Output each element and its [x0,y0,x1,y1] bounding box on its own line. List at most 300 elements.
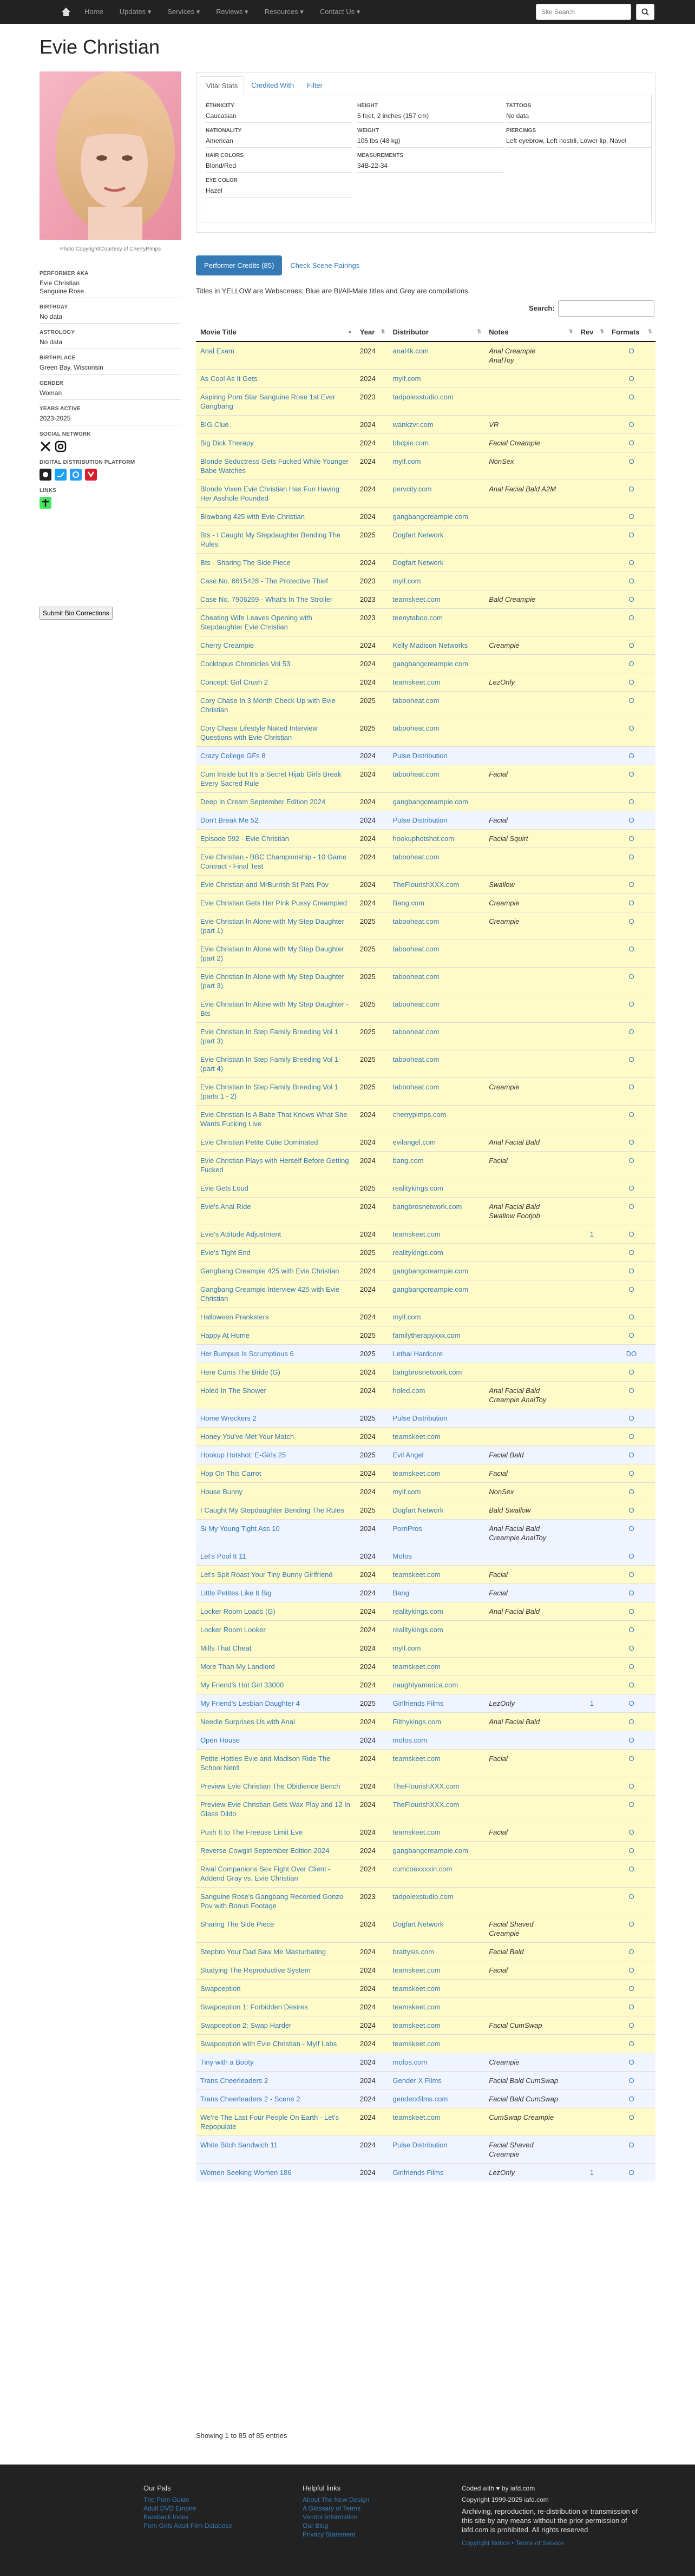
cell-rev[interactable] [576,636,608,655]
nav-item-3[interactable]: Reviews ▾ [216,8,248,16]
cell-distributor[interactable] [388,2164,484,2182]
cell-rev[interactable] [576,2035,608,2053]
cell-distributor[interactable] [388,1676,484,1694]
cell-formats[interactable] [607,590,655,609]
row-link[interactable]: My Friend's Lesbian Daughter 4 [200,1699,300,1707]
row-link[interactable]: Pulse Distribution [392,2141,448,2149]
cell-formats[interactable] [607,1483,655,1501]
cell-formats[interactable] [607,388,655,416]
row-link[interactable]: hookuphotshot.com [392,834,454,843]
row-link[interactable]: Cherry Creampie [200,641,254,649]
footer-link[interactable]: Porn Girls Adult Film Database [143,2522,233,2529]
cell-rev[interactable] [576,1713,608,1731]
cell-rev[interactable] [576,1050,608,1078]
cell-formats[interactable] [607,1750,655,1777]
row-link[interactable]: Pulse Distribution [392,752,448,760]
tab-2[interactable]: Filter [307,81,323,89]
cell-distributor[interactable] [388,1106,484,1133]
cell-formats[interactable] [607,526,655,554]
row-link[interactable]: PornPros [392,1524,422,1533]
cell-rev[interactable] [576,1566,608,1584]
cell-movie-title[interactable] [196,508,356,526]
row-link[interactable]: TheFlourishXXX.com [392,1800,460,1809]
row-link[interactable]: teenytaboo.com [392,614,443,622]
cell-rev[interactable] [576,1621,608,1639]
row-link[interactable]: Evie Christian Is A Babe That Knows What She Wants Fucking Live [200,1110,348,1128]
col-header-1[interactable] [356,323,389,341]
cell-movie-title[interactable] [196,2164,356,2182]
cell-formats[interactable] [607,793,655,811]
row-link[interactable]: Halloween Pranksters [200,1313,269,1321]
row-link[interactable]: tabooheat.com [392,1083,440,1091]
sort-arrows-icon[interactable]: ⇅ [648,328,652,334]
cell-distributor[interactable] [388,388,484,416]
cell-distributor[interactable] [388,452,484,480]
instagram-icon[interactable] [55,441,67,454]
cell-movie-title[interactable] [196,940,356,968]
cell-distributor[interactable] [388,2108,484,2136]
cell-formats[interactable] [607,1943,655,1961]
cell-distributor[interactable] [388,1244,484,1262]
footer-link[interactable]: About The New Design [303,2496,370,2503]
row-link[interactable]: tabooheat.com [392,917,440,925]
cell-formats[interactable] [607,968,655,995]
cell-movie-title[interactable] [196,2016,356,2035]
cell-distributor[interactable] [388,1915,484,1943]
row-link[interactable]: bbcpie.com [392,439,429,447]
row-link[interactable]: tadpolexstudio.com [392,393,454,401]
row-link[interactable]: Her Bumpus Is Scrumptious 6 [200,1350,294,1358]
cell-rev[interactable] [576,1179,608,1198]
cell-formats[interactable] [607,692,655,719]
cell-formats[interactable] [607,1152,655,1179]
cell-movie-title[interactable] [196,1602,356,1621]
cell-movie-title[interactable] [196,1326,356,1345]
row-link[interactable]: Evie's Attitude Adjustment [200,1230,281,1238]
cell-distributor[interactable] [388,2016,484,2035]
cell-rev[interactable] [576,995,608,1023]
sort-arrows-icon[interactable]: ⇅ [477,328,482,334]
cell-rev[interactable] [576,370,608,388]
cell-rev[interactable] [576,1023,608,1050]
row-link[interactable]: gangbangcreampie.com [392,1846,468,1855]
cell-movie-title[interactable] [196,1961,356,1980]
row-link[interactable]: teamskeet.com [392,1570,441,1579]
cell-rev[interactable] [576,2164,608,2182]
row-link[interactable]: teamskeet.com [392,1828,441,1836]
cell-distributor[interactable] [388,1823,484,1842]
row-link[interactable]: Gangbang Creampie Interview 425 with Evie Christian [200,1285,340,1303]
cell-formats[interactable] [607,2164,655,2182]
cell-distributor[interactable] [388,1998,484,2016]
cell-formats[interactable] [607,1225,655,1244]
row-link[interactable]: Evie Christian In Step Family Breeding Vol 1 (parts 1 - 2) [200,1083,339,1100]
cell-formats[interactable] [607,1777,655,1796]
cell-distributor[interactable] [388,2035,484,2053]
cell-distributor[interactable] [388,1888,484,1915]
cell-movie-title[interactable] [196,1658,356,1676]
cell-movie-title[interactable] [196,1198,356,1225]
cell-formats[interactable] [607,1106,655,1133]
fansly-icon[interactable] [70,469,82,482]
cell-formats[interactable] [607,2035,655,2053]
cell-formats[interactable] [607,1363,655,1382]
row-link[interactable]: Women Seeking Women 186 [200,2168,292,2177]
cell-formats[interactable] [607,416,655,434]
cell-rev[interactable] [576,590,608,609]
row-link[interactable]: Blonde Seductress Gets Fucked While Younger Babe Watches [200,457,349,475]
cell-movie-title[interactable] [196,1363,356,1382]
cell-movie-title[interactable] [196,1464,356,1483]
cell-movie-title[interactable] [196,1860,356,1888]
cell-rev[interactable] [576,1225,608,1244]
cell-rev[interactable] [576,609,608,636]
row-link[interactable]: mylf.com [392,1644,421,1652]
row-link[interactable]: Evie Christian - BBC Championship - 10 Game Contract - Final Test [200,853,347,870]
row-link[interactable]: Girlfriends Films [392,2168,444,2177]
onlyfans-icon[interactable] [40,469,51,482]
cell-rev[interactable] [576,1980,608,1998]
row-link[interactable]: Bang.com [392,899,425,907]
cell-distributor[interactable] [388,1050,484,1078]
cell-formats[interactable] [607,1888,655,1915]
cell-formats[interactable] [607,1428,655,1446]
cell-distributor[interactable] [388,1796,484,1823]
row-link[interactable]: Mofos [392,1552,412,1560]
cell-movie-title[interactable] [196,894,356,912]
row-link[interactable]: Reverse Cowgirl September Edition 2024 [200,1846,330,1855]
cell-movie-title[interactable] [196,811,356,830]
legal-links[interactable]: Copyright Notice • Terms of Service [462,2539,564,2547]
cell-rev[interactable] [576,341,608,370]
cell-movie-title[interactable] [196,1888,356,1915]
row-link[interactable]: Bts - I Caught My Stepdaughter Bending The Rules [200,531,341,548]
check-scene-pairings-tab[interactable]: Check Scene Pairings [290,261,360,270]
cell-rev[interactable] [576,1428,608,1446]
cell-rev[interactable] [576,876,608,894]
cell-formats[interactable] [607,876,655,894]
cell-formats[interactable] [607,1823,655,1842]
cell-movie-title[interactable] [196,1280,356,1308]
cell-formats[interactable] [607,609,655,636]
cell-rev[interactable] [576,1547,608,1566]
cell-movie-title[interactable] [196,673,356,692]
cell-movie-title[interactable] [196,554,356,572]
cell-formats[interactable] [607,341,655,370]
row-link[interactable]: Evie Christian Gets Her Pink Pussy Creampied [200,899,347,907]
cell-distributor[interactable] [388,2136,484,2164]
row-link[interactable]: Cory Chase Lifestyle Naked Interview Questions with Evie Christian [200,724,318,741]
cell-distributor[interactable] [388,1860,484,1888]
cell-rev[interactable] [576,1658,608,1676]
cell-distributor[interactable] [388,1133,484,1152]
cell-distributor[interactable] [388,1943,484,1961]
cell-rev[interactable] [576,2108,608,2136]
cell-rev[interactable] [576,1943,608,1961]
footer-link[interactable]: Privacy Statement [303,2531,356,2538]
cell-formats[interactable] [607,1713,655,1731]
cell-distributor[interactable] [388,655,484,673]
row-link[interactable]: Crazy College GFs 8 [200,752,266,760]
nav-item-0[interactable]: Home [84,8,103,16]
row-link[interactable]: bangbrosnetwork.com [392,1368,462,1376]
row-link[interactable]: White Bitch Sandwich 11 [200,2141,278,2149]
cell-distributor[interactable] [388,590,484,609]
tab-0[interactable]: Vital Stats [200,76,244,95]
nav-item-5[interactable]: Contact Us ▾ [319,8,360,16]
row-link[interactable]: Cory Chase In 3 Month Check Up with Evie Christian [200,696,336,714]
row-link[interactable]: teamskeet.com [392,2113,441,2121]
row-link[interactable]: Sanguine Rose's Gangbang Recorded Gonzo Pov with Bonus Footage [200,1892,344,1910]
cell-distributor[interactable] [388,1280,484,1308]
cell-movie-title[interactable] [196,1750,356,1777]
cell-movie-title[interactable] [196,1566,356,1584]
cell-rev[interactable] [576,940,608,968]
cell-movie-title[interactable] [196,2072,356,2090]
cell-rev[interactable] [576,1888,608,1915]
cell-rev[interactable] [576,416,608,434]
cell-distributor[interactable] [388,1694,484,1713]
cell-distributor[interactable] [388,1750,484,1777]
cell-formats[interactable] [607,940,655,968]
cell-distributor[interactable] [388,341,484,370]
cell-formats[interactable] [607,765,655,793]
cell-distributor[interactable] [388,1602,484,1621]
col-header-3[interactable] [484,323,576,341]
cell-distributor[interactable] [388,1584,484,1602]
cell-movie-title[interactable] [196,341,356,370]
cell-formats[interactable] [607,370,655,388]
cell-formats[interactable] [607,1998,655,2016]
cell-movie-title[interactable] [196,2053,356,2072]
cell-rev[interactable] [576,1796,608,1823]
cell-movie-title[interactable] [196,848,356,876]
row-link[interactable]: TheFlourishXXX.com [392,1782,460,1790]
cell-formats[interactable] [607,673,655,692]
row-link[interactable]: Preview Evie Christian Gets Wax Play and 12 In Glass Dildo [200,1800,350,1818]
cell-rev[interactable] [576,2072,608,2090]
row-link[interactable]: As Cool As It Gets [200,374,258,383]
footer-link[interactable]: Adult DVD Empire [143,2505,196,2512]
row-link[interactable]: familytherapyxxx.com [392,1331,461,1339]
row-link[interactable]: Evie's Tight End [200,1248,251,1257]
cell-movie-title[interactable] [196,388,356,416]
cell-rev[interactable] [576,1345,608,1363]
cell-movie-title[interactable] [196,1428,356,1446]
row-link[interactable]: Push It to The Freeuse Limit Eve [200,1828,303,1836]
manyvids-icon[interactable] [85,469,97,482]
cell-distributor[interactable] [388,995,484,1023]
cell-movie-title[interactable] [196,1694,356,1713]
cell-movie-title[interactable] [196,526,356,554]
row-link[interactable]: Case No. 7906269 - What's In The Stroller [200,595,333,603]
row-link[interactable]: I Caught My Stepdaughter Bending The Rules [200,1506,344,1514]
row-link[interactable]: Evie Christian In Step Family Breeding Vol 1 (part 3) [200,1028,339,1045]
cell-distributor[interactable] [388,370,484,388]
x-twitter-icon[interactable] [40,441,51,454]
cell-rev[interactable] [576,1262,608,1280]
cell-formats[interactable] [607,848,655,876]
cell-rev[interactable] [576,1694,608,1713]
cell-movie-title[interactable] [196,1345,356,1363]
row-link[interactable]: Filthykings.com [392,1718,442,1726]
row-link[interactable]: Evie Christian In Step Family Breeding Vol 1 (part 4) [200,1055,339,1073]
row-link[interactable]: mylf.com [392,457,421,465]
row-link[interactable]: mylf.com [392,374,421,383]
row-link[interactable]: teamskeet.com [392,1984,441,1993]
cell-rev[interactable] [576,848,608,876]
row-link[interactable]: My Friend's Hot Girl 33000 [200,1681,284,1689]
cell-movie-title[interactable] [196,1777,356,1796]
cell-rev[interactable] [576,1483,608,1501]
row-link[interactable]: teamskeet.com [392,1754,441,1763]
cell-distributor[interactable] [388,1326,484,1345]
cell-formats[interactable] [607,2108,655,2136]
row-link[interactable]: teamskeet.com [392,2040,441,2048]
row-link[interactable]: We're The Last Four People On Earth - Let's Repopulate [200,2113,339,2131]
cell-distributor[interactable] [388,1409,484,1428]
cell-rev[interactable] [576,1584,608,1602]
footer-link[interactable]: Vendor Information [303,2513,358,2521]
row-link[interactable]: Deep In Cream September Edition 2024 [200,798,326,806]
cell-formats[interactable] [607,1179,655,1198]
cell-rev[interactable] [576,1409,608,1428]
row-link[interactable]: anal4k.com [392,347,429,355]
cell-movie-title[interactable] [196,1078,356,1106]
cell-distributor[interactable] [388,1428,484,1446]
cell-movie-title[interactable] [196,719,356,747]
row-link[interactable]: TheFlourishXXX.com [392,880,460,889]
row-link[interactable]: mofos.com [392,1736,428,1744]
search-button[interactable] [636,4,654,20]
row-link[interactable]: Big Dick Therapy [200,439,254,447]
cell-movie-title[interactable] [196,1621,356,1639]
row-link[interactable]: Evie Christian In Alone with My Step Daughter - Bts [200,1000,349,1017]
cell-formats[interactable] [607,452,655,480]
cell-movie-title[interactable] [196,2108,356,2136]
cell-movie-title[interactable] [196,1731,356,1750]
row-link[interactable]: Holed In The Shower [200,1386,266,1395]
cell-rev[interactable] [576,719,608,747]
row-link[interactable]: realitykings.com [392,1626,443,1634]
cell-distributor[interactable] [388,793,484,811]
row-link[interactable]: Pulse Distribution [392,1414,448,1422]
cell-distributor[interactable] [388,1152,484,1179]
cell-distributor[interactable] [388,1547,484,1566]
cell-rev[interactable] [576,1280,608,1308]
nav-item-2[interactable]: Services ▾ [167,8,200,16]
cell-formats[interactable] [607,1731,655,1750]
cell-distributor[interactable] [388,719,484,747]
row-link[interactable]: cumcoexxxxin.com [392,1865,453,1873]
row-link[interactable]: Little Petites Like It Big [200,1589,272,1597]
cell-distributor[interactable] [388,1464,484,1483]
cell-distributor[interactable] [388,894,484,912]
nav-item-1[interactable]: Updates ▾ [119,8,152,16]
cell-movie-title[interactable] [196,1842,356,1860]
cell-movie-title[interactable] [196,876,356,894]
row-link[interactable]: Evie Christian Petite Cutie Dominated [200,1138,318,1146]
row-link[interactable]: Milfs That Cheat [200,1644,252,1652]
cell-rev[interactable] [576,452,608,480]
cell-formats[interactable] [607,572,655,590]
row-link[interactable]: Gender X Films [392,2076,442,2085]
cell-distributor[interactable] [388,1382,484,1409]
cell-formats[interactable] [607,1520,655,1547]
cell-rev[interactable] [576,1998,608,2016]
cell-distributor[interactable] [388,968,484,995]
row-link[interactable]: Here Cums The Bride (G) [200,1368,280,1376]
row-link[interactable]: tabooheat.com [392,945,440,953]
row-link[interactable]: tabooheat.com [392,972,440,981]
row-link[interactable]: teamskeet.com [392,1230,441,1238]
cell-distributor[interactable] [388,876,484,894]
cell-movie-title[interactable] [196,1547,356,1566]
cell-formats[interactable] [607,1980,655,1998]
cell-distributor[interactable] [388,1262,484,1280]
cell-movie-title[interactable] [196,1179,356,1198]
cell-rev[interactable] [576,1152,608,1179]
cell-distributor[interactable] [388,2072,484,2090]
row-link[interactable]: Petite Hotties Evie and Madison Ride The School Nerd [200,1754,331,1772]
cell-movie-title[interactable] [196,434,356,452]
row-link[interactable]: tabooheat.com [392,1028,440,1036]
cell-distributor[interactable] [388,1179,484,1198]
tab-1[interactable]: Credited With [251,81,294,89]
cell-formats[interactable] [607,1198,655,1225]
cell-movie-title[interactable] [196,995,356,1023]
row-link[interactable]: bang.com [392,1156,424,1165]
row-link[interactable]: naughtyamerica.com [392,1681,458,1689]
cell-formats[interactable] [607,1262,655,1280]
row-link[interactable]: Evie Christian In Alone with My Step Daughter (part 3) [200,972,344,990]
row-link[interactable]: Preview Evie Christian The Obidience Bench [200,1782,340,1790]
cell-formats[interactable] [607,830,655,848]
cell-formats[interactable] [607,1023,655,1050]
cell-rev[interactable] [576,1731,608,1750]
row-link[interactable]: genderxfilms.com [392,2095,448,2103]
row-link[interactable]: Needle Surprises Us with Anal [200,1718,295,1726]
cell-rev[interactable] [576,572,608,590]
col-header-4[interactable] [576,323,608,341]
cell-movie-title[interactable] [196,968,356,995]
row-link[interactable]: tabooheat.com [392,770,440,778]
sort-arrows-icon[interactable]: ⇅ [569,328,573,334]
cell-formats[interactable] [607,1464,655,1483]
cell-formats[interactable] [607,995,655,1023]
row-link[interactable]: tabooheat.com [392,696,440,705]
cell-formats[interactable] [607,1326,655,1345]
cell-rev[interactable] [576,765,608,793]
row-link[interactable]: More Than My Landlord [200,1662,275,1671]
cell-distributor[interactable] [388,912,484,940]
row-link[interactable]: tabooheat.com [392,1000,440,1008]
row-link[interactable]: Blowbang 425 with Evie Christian [200,512,305,521]
row-link[interactable]: Evie Christian Plays with Herself Before Getting Fucked [200,1156,349,1174]
row-link[interactable]: Evie Christian In Alone with My Step Daughter (part 2) [200,945,344,962]
row-link[interactable]: Bang [392,1589,409,1597]
cell-formats[interactable] [607,1078,655,1106]
row-link[interactable]: teamskeet.com [392,1469,441,1477]
cell-rev[interactable] [576,1639,608,1658]
row-link[interactable]: Case No. 6615428 - The Protective Thief [200,577,328,585]
row-link[interactable]: Evie's Anal Ride [200,1202,251,1211]
cell-rev[interactable] [576,388,608,416]
cell-movie-title[interactable] [196,1023,356,1050]
cell-distributor[interactable] [388,1483,484,1501]
cell-movie-title[interactable] [196,1943,356,1961]
cell-formats[interactable] [607,894,655,912]
